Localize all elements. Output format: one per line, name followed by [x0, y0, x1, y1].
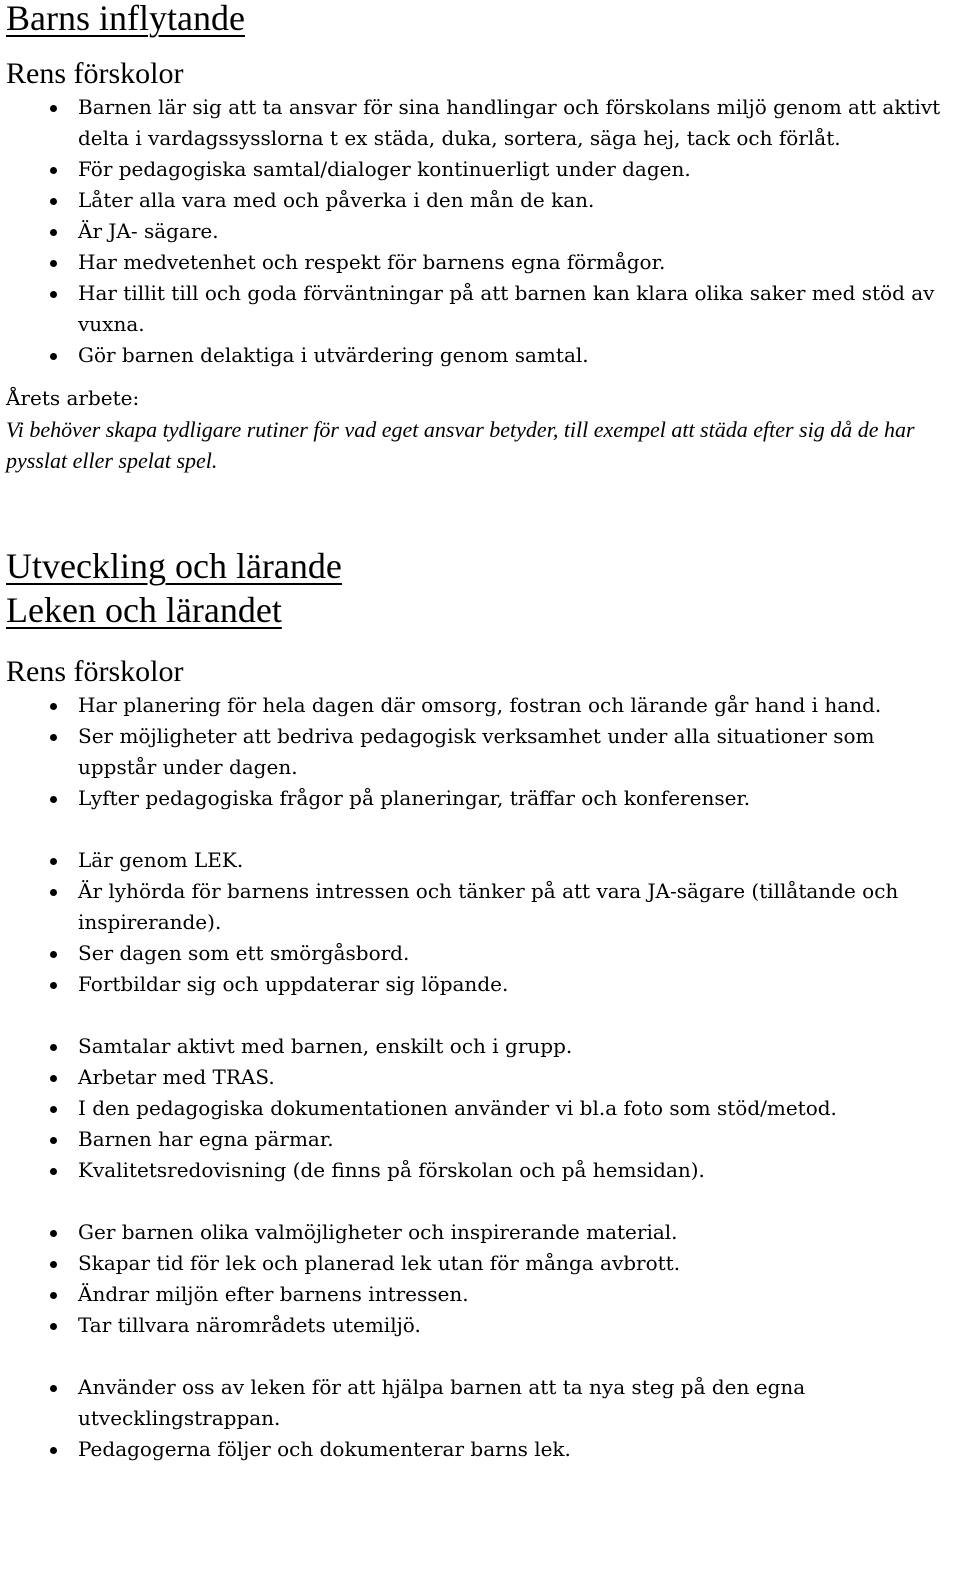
list-item: Låter alla vara med och påverka i den mån de kan.	[78, 185, 954, 216]
list-item: Tar tillvara närområdets utemiljö.	[78, 1310, 954, 1341]
list-item: Har tillit till och goda förväntningar på att barnen kan klara olika saker med stöd av vuxna.	[78, 278, 954, 340]
list-item: Använder oss av leken för att hjälpa barnen att ta nya steg på den egna utvecklingstrappan.	[78, 1372, 954, 1434]
list-item: Har medvetenhet och respekt för barnens egna förmågor.	[78, 247, 954, 278]
list-item: Pedagogerna följer och dokumenterar barns lek.	[78, 1434, 954, 1465]
heading-barns-inflytande: Barns inflytande	[6, 0, 245, 38]
list-item: Barnen har egna pärmar.	[78, 1124, 954, 1155]
list-item: Fortbildar sig och uppdaterar sig löpande.	[78, 969, 954, 1000]
list-group-1	[6, 690, 954, 814]
list-item: Arbetar med TRAS.	[78, 1062, 954, 1093]
list-item: Har planering för hela dagen där omsorg, fostran och lärande går hand i hand.	[78, 690, 954, 721]
list-item: I den pedagogiska dokumentationen använder vi bl.a foto som stöd/metod.	[78, 1093, 954, 1124]
list-item: Gör barnen delaktiga i utvärdering genom samtal.	[78, 340, 954, 371]
list-item: Lär genom LEK.	[78, 845, 954, 876]
arets-arbete-label: Årets arbete:	[6, 386, 140, 410]
list-group-2	[6, 845, 954, 1000]
list-item: Är JA- sägare.	[78, 216, 954, 247]
subheading-rens-forskolor-2: Rens förskolor	[6, 655, 184, 688]
list-item: Ser dagen som ett smörgåsbord.	[78, 938, 954, 969]
arets-arbete-text: Vi behöver skapa tydligare rutiner för vad eget ansvar betyder, till exempel att städa efter sig då de har pysslat eller spelat spel.	[6, 417, 915, 473]
list-group-4	[6, 1217, 954, 1341]
list-rens-forskolor-1	[6, 92, 954, 371]
list-item: Ser möjligheter att bedriva pedagogisk verksamhet under alla situationer som uppstår under dagen.	[78, 721, 954, 783]
list-group-5	[6, 1372, 954, 1465]
subheading-rens-forskolor-1: Rens förskolor	[6, 57, 184, 90]
list-item: För pedagogiska samtal/dialoger kontinuerligt under dagen.	[78, 154, 954, 185]
list-group-3	[6, 1031, 954, 1186]
list-item: Ändrar miljön efter barnens intressen.	[78, 1279, 954, 1310]
list-item: Skapar tid för lek och planerad lek utan för många avbrott.	[78, 1248, 954, 1279]
list-item: Är lyhörda för barnens intressen och tänker på att vara JA-sägare (tillåtande och inspirerande).	[78, 876, 954, 938]
list-item: Samtalar aktivt med barnen, enskilt och i grupp.	[78, 1031, 954, 1062]
list-item: Lyfter pedagogiska frågor på planeringar, träffar och konferenser.	[78, 783, 954, 814]
list-item: Ger barnen olika valmöjligheter och inspirerande material.	[78, 1217, 954, 1248]
heading-utveckling-och-larande: Utveckling och lärande	[6, 546, 342, 586]
list-item: Barnen lär sig att ta ansvar för sina handlingar och förskolans miljö genom att aktivt delta i vardagssysslorna t ex städa, duka, sortera, säga hej, tack och förlåt.	[78, 92, 954, 154]
list-item: Kvalitetsredovisning (de finns på förskolan och på hemsidan).	[78, 1155, 954, 1186]
heading-leken-och-larandet: Leken och lärandet	[6, 590, 282, 630]
